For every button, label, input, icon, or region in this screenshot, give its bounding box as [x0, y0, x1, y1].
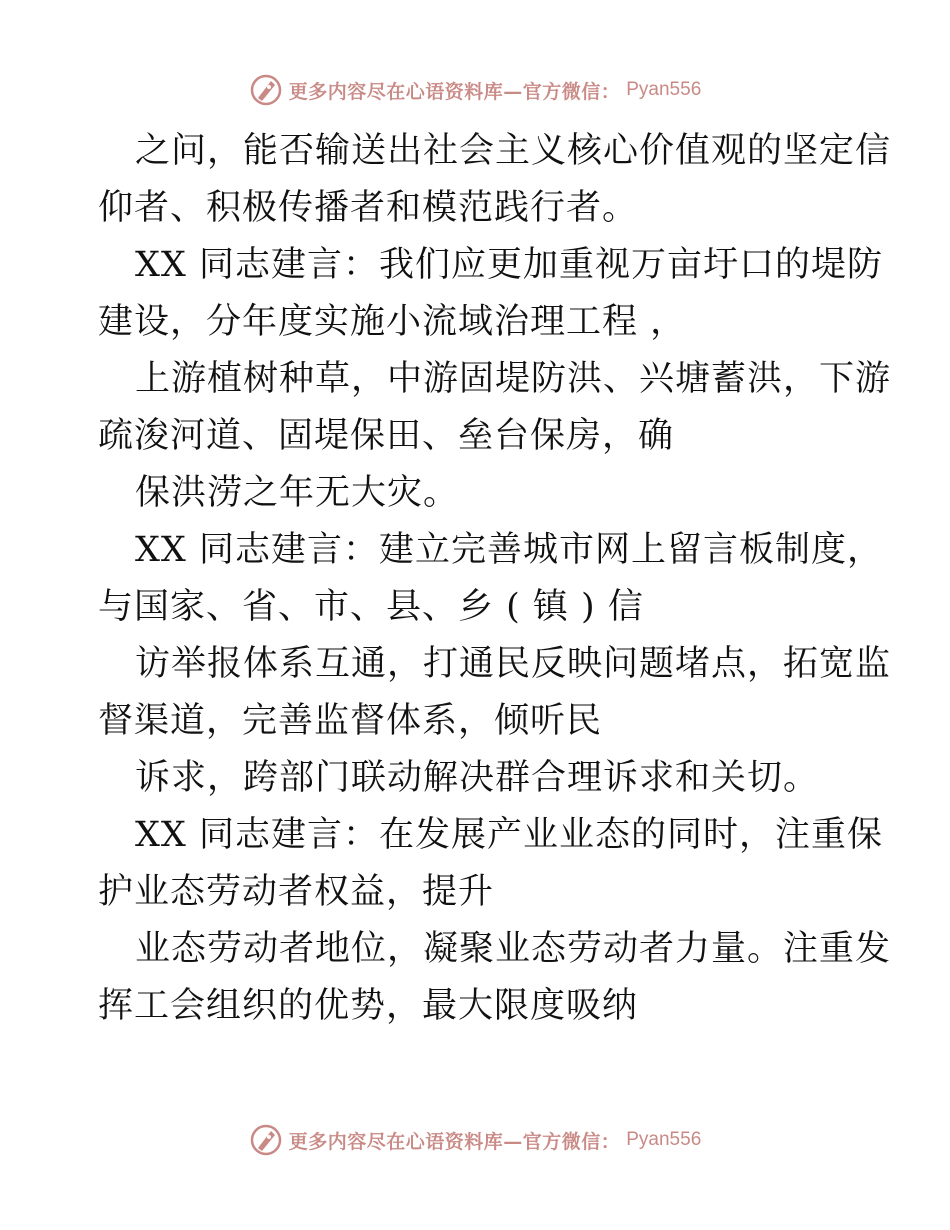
text-line: 护业态劳动者权益，提升 — [98, 872, 495, 912]
text-line: 保洪涝之年无大灾。 — [135, 473, 460, 513]
text-line: 督渠道，完善监督体系，倾听民 — [98, 701, 603, 741]
footer-watermark — [0, 1120, 950, 1160]
text-line: 之问，能否输送出社会主义核心价值观的坚定信 — [135, 131, 892, 171]
text-line: 访举报体系互通，打通民反映问题堵点，拓宽监 — [135, 644, 892, 684]
text-line: 挥工会组织的优势，最大限度吸纳 — [98, 986, 639, 1026]
fountain-pen-nib-icon — [249, 1123, 283, 1157]
text-line: 建设，分年度实施小流域治理工程 ， — [98, 302, 687, 342]
text-line: XX 同志建言：在发展产业业态的同时，注重保 — [135, 815, 883, 855]
fountain-pen-nib-icon — [249, 73, 283, 107]
text-line: XX 同志建言：我们应更加重视万亩圩口的堤防 — [135, 245, 883, 285]
text-line: XX 同志建言：建立完善城市网上留言板制度， — [135, 530, 883, 570]
text-line: 上游植树种草，中游固堤防洪、兴塘蓄洪，下游 — [135, 359, 892, 399]
text-line: 与国家、省、市、县、乡 ( 镇 ) 信 — [98, 587, 644, 627]
text-line: 仰者、积极传播者和模范践行者。 — [98, 188, 639, 228]
text-line: 诉求，跨部门联动解决群合理诉求和关切。 — [135, 758, 820, 798]
text-line: 疏浚河道、固堤保田、垒台保房，确 — [98, 416, 675, 456]
watermark-text: 更多内容尽在心语资料库—官方微信： — [288, 1130, 621, 1153]
text-line: 业态劳动者地位，凝聚业态劳动者力量。注重发 — [135, 929, 892, 969]
watermark-text: 更多内容尽在心语资料库—官方微信： — [288, 80, 621, 103]
watermark-account: Pyan556 — [626, 79, 702, 100]
watermark-account: Pyan556 — [626, 1129, 702, 1150]
header-watermark — [0, 70, 950, 110]
